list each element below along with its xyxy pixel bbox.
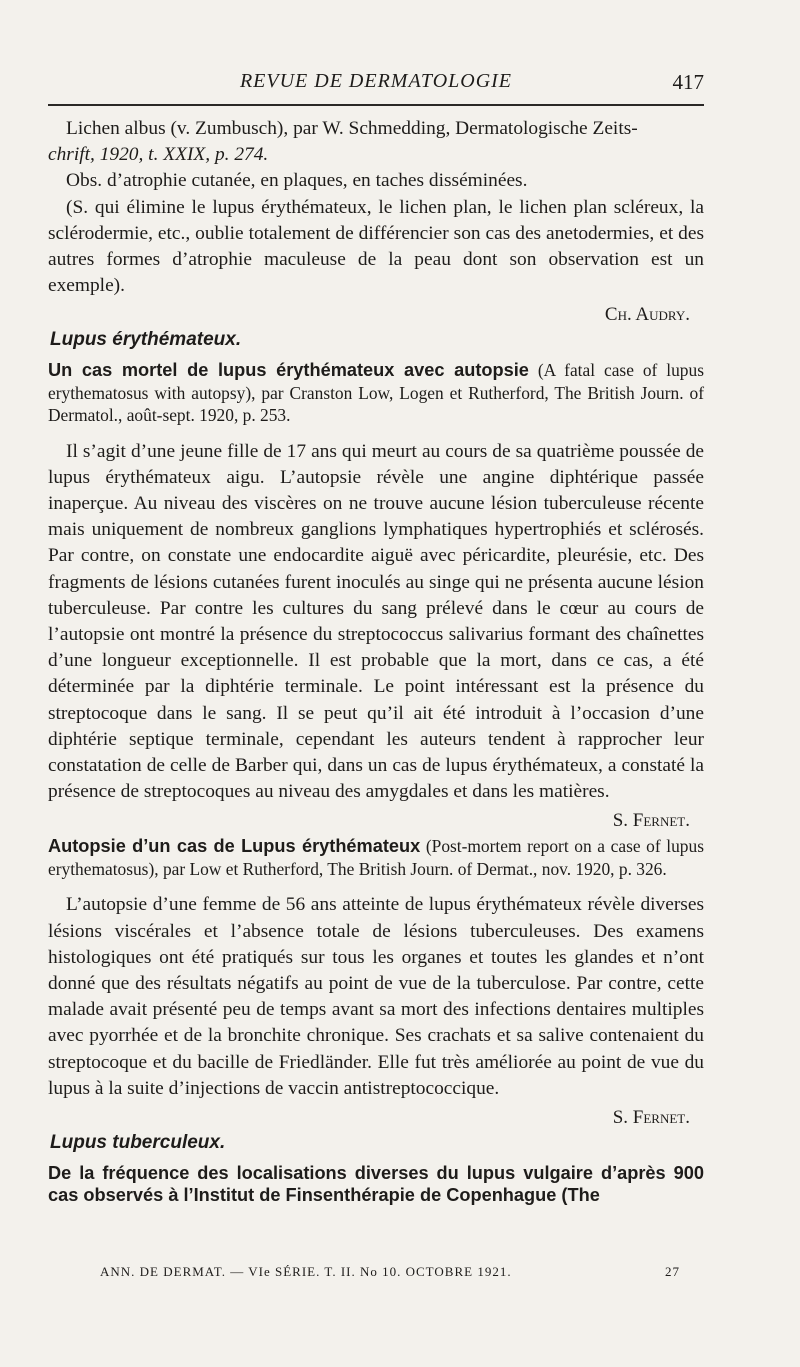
footer-signature-number: 27 [665, 1264, 680, 1279]
header-rule [48, 104, 704, 106]
running-header [48, 60, 704, 100]
section-lupus-erythemateux: Lupus érythémateux. [50, 329, 242, 351]
entry2-signature: S. Fernet. [612, 810, 690, 832]
section-lupus-tuberculeux: Lupus tuberculeux. [50, 1131, 226, 1153]
entry3-title: Autopsie d’un cas de Lupus érythémateux [48, 836, 421, 857]
entry4-title: De la fréquence des localisations diverses du lupus vulgaire d’après 900 cas observés à l’Institut de Finsenthérapie de Copenhague (The [48, 1162, 704, 1206]
entry1-signature: Ch. Audry. [604, 304, 690, 326]
entry4 [48, 1162, 704, 1207]
footer-text: ANN. DE DERMAT. — VIe SÉRIE. T. II. No 10. OCTOBRE 1921. [100, 1264, 512, 1279]
entry2-title: Un cas mortel de lupus érythémateux avec autopsie [48, 360, 529, 381]
running-title: REVUE DE DERMATOLOGIE [239, 70, 513, 92]
entry2 [48, 359, 704, 426]
entry1-para2: (S. qui élimine le lupus érythémateux, le lichen plan, le lichen plan scléreux, la sclérodermie, etc., oublie totalement de différencier son cas des anetodermies, et des autres formes d’atrophie maculeuse de la peau dont son observation est un exemple). [48, 196, 704, 297]
entry1-para1: Obs. d’atrophie cutanée, en plaques, en taches disséminées. [66, 170, 528, 192]
entry2-citation: (A fatal case of lupus erythematosus with autopsy), par Cranston Low, Logen et Rutherford, The British Journ. of Dermatol., août-sept. 1920, p. 253. [48, 360, 704, 426]
entry1-citation-line1: Lichen albus (v. Zumbusch), par W. Schmedding, Dermatologische Zeits- [66, 118, 638, 139]
page-footer [100, 1264, 680, 1280]
entry2-body: Il s’agit d’une jeune fille de 17 ans qui meurt au cours de sa quatrième poussée de lupus érythémateux aigu. L’autopsie révèle une angine diphtérique passée inaperçue. Au niveau des viscères on ne trouve aucune lésion tuberculeuse récente mais uniquement de nombreux ganglions lymphatiques hypertrophiés et sclérosés. Par contre, on constate une endocardite aiguë avec péricardite, pleurésie, etc. Des fragments de lésions cutanées furent inoculés au singe qui ne présenta aucune lésion tuberculeuse. Par contre les cultures du sang prélevé dans le cœur au cours de l’autopsie ont montré la présence du streptococcus salivarius formant des chaînettes d’une longueur exceptionnelle. Il est probable que la mort, dans ce cas, a été déterminée par la diphtérie terminale. Le point intéressant est la présence du streptocoque dans le sang. Il se peut qu’il ait été introduit à l’occasion d’une diphtérie septique terminale, cependant les auteurs tendent à rapprocher leur constatation de celle de Barber qui, dans un cas de lupus érythémateux, a constaté la présence de streptocoques au niveau des amygdales et dans les matières. [48, 440, 704, 803]
page-number: 417 [672, 70, 704, 94]
entry3 [48, 835, 704, 880]
entry1-citation-line2: chrift, 1920, t. XXIX, p. 274. [48, 144, 269, 166]
document-page [48, 60, 704, 1219]
entry3-signature: S. Fernet. [612, 1106, 690, 1128]
entry3-citation: (Post-mortem report on a case of lupus erythematosus), par Low et Rutherford, The British Journ. of Dermat., nov. 1920, p. 326. [48, 836, 704, 879]
entry3-body: L’autopsie d’une femme de 56 ans atteinte de lupus érythémateux révèle diverses lésions viscérales et l’absence totale de lésions tuberculeuses. Des examens histologiques ont été pratiqués sur tous les organes et toutes les glandes et n’ont donné que des résultats négatifs au point de vue de la tuberculose. Par contre, cette malade avait présenté peu de temps avant sa mort des infections dentaires multiples avec pyorrhée et de la bronchite chronique. Ses crachats et sa salive contenaient du streptocoque et du bacille de Friedländer. Elle fut très améliorée au point de vue du lupus à la suite d’injections de vaccin antistreptococcique. [48, 894, 704, 1099]
